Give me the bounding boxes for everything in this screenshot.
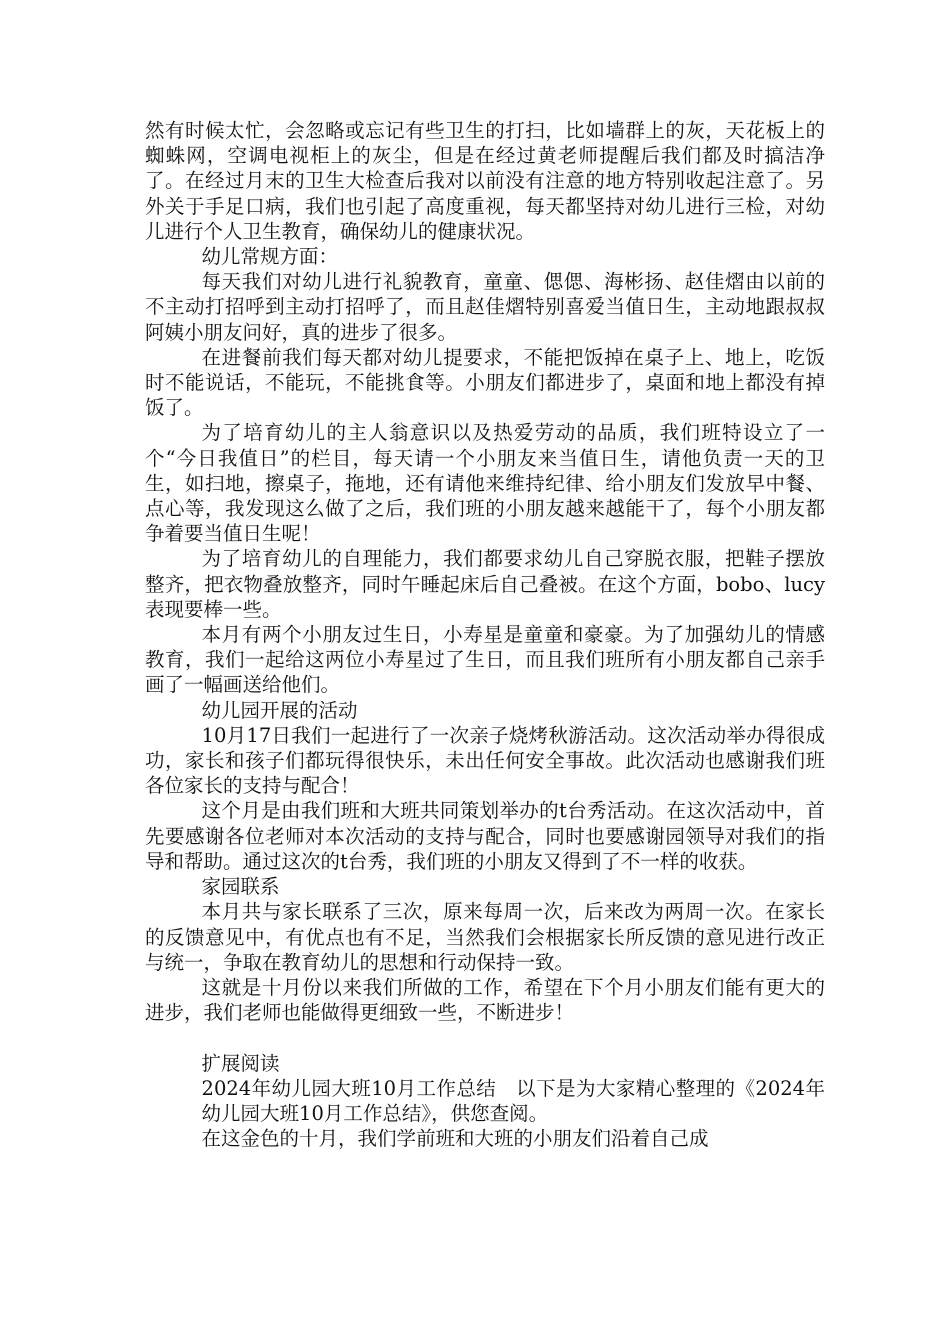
section-heading-extended-reading: 扩展阅读 [201, 1051, 280, 1075]
extended-reading-title: 2024年幼儿园大班10月工作总结 以下是为大家精心整理的《2024年幼儿园大班10月工作总结》，供您查阅。 [201, 1076, 825, 1125]
body-paragraph-duty: 为了培育幼儿的主人翁意识以及热爱劳动的品质，我们班特设立了一个“今日我值日”的栏目，每天请一个小朋友来当值日生，请他负责一天的卫生，如扫地，擦桌子，拖地，还有请他来维持纪律、给小朋友们发放早中餐、点心等，我发现这么做了之后，我们班的小朋友越来越能干了，每个小朋友都争着要当值日生呢！ [145, 421, 825, 546]
body-paragraph-bbq: 10月17日我们一起进行了一次亲子烧烤秋游活动。这次活动举办得很成功，家长和孩子们都玩得很快乐，未出任何安全事故。此次活动也感谢我们班各位家长的支持与配合！ [145, 723, 825, 798]
body-paragraph-birthday: 本月有两个小朋友过生日，小寿星是童童和豪豪。为了加强幼儿的情感教育，我们一起给这两位小寿星过了生日，而且我们班所有小朋友都自己亲手画了一幅画送给他们。 [145, 623, 825, 697]
body-paragraph-politeness: 每天我们对幼儿进行礼貌教育，童童、偲偲、海彬扬、赵佳熠由以前的不主动打招呼到主动打招呼了，而且赵佳熠特别喜爱当值日生，主动地跟叔叔阿姨小朋友问好，真的进步了很多。 [145, 270, 825, 344]
body-paragraph-self-care: 为了培育幼儿的自理能力，我们都要求幼儿自己穿脱衣服，把鞋子摆放整齐，把衣物叠放整齐，同时午睡起床后自己叠被。在这个方面，bobo、lucy表现要棒一些。 [145, 547, 825, 621]
body-paragraph-meals: 在进餐前我们每天都对幼儿提要求，不能把饭掉在桌子上、地上，吃饭时不能说话，不能玩，不能挑食等。小朋友们都进步了，桌面和地上都没有掉饭了。 [145, 345, 825, 420]
section-heading-routine: 幼儿常规方面： [201, 245, 339, 269]
body-paragraph-conclusion: 这就是十月份以来我们所做的工作，希望在下个月小朋友们能有更大的进步，我们老师也能做得更细致一些，不断进步！ [145, 975, 825, 1025]
body-paragraph-hygiene: 然有时候太忙，会忽略或忘记有些卫生的打扫，比如墙群上的灰，天花板上的蜘蛛网，空调电视柜上的灰尘，但是在经过黄老师提醒后我们都及时搞洁净了。在经过月末的卫生大检查后我对以前没有注意的地方特别收起注意了。另外关于手足口病，我们也引起了高度重视，每天都坚持对幼儿进行三检，对幼儿进行个人卫生教育，确保幼儿的健康状况。 [145, 119, 825, 243]
section-heading-home-school: 家园联系 [201, 875, 280, 899]
section-heading-activities: 幼儿园开展的活动 [201, 698, 358, 722]
body-paragraph-t-show: 这个月是由我们班和大班共同策划举办的t台秀活动。在这次活动中，首先要感谢各位老师对本次活动的支持与配合，同时也要感谢园领导对我们的指导和帮助。通过这次的t台秀，我们班的小朋友又得到了不一样的收获。 [145, 799, 825, 873]
body-paragraph-october-intro: 在这金色的十月，我们学前班和大班的小朋友们沿着自己成 [201, 1127, 709, 1151]
paragraph-spacer [145, 1025, 825, 1050]
document-page [145, 118, 825, 1151]
body-paragraph-contact: 本月共与家长联系了三次，原来每周一次，后来改为两周一次。在家长的反馈意见中，有优点也有不足，当然我们会根据家长所反馈的意见进行改正与统一，争取在教育幼儿的思想和行动保持一致。 [145, 900, 825, 974]
